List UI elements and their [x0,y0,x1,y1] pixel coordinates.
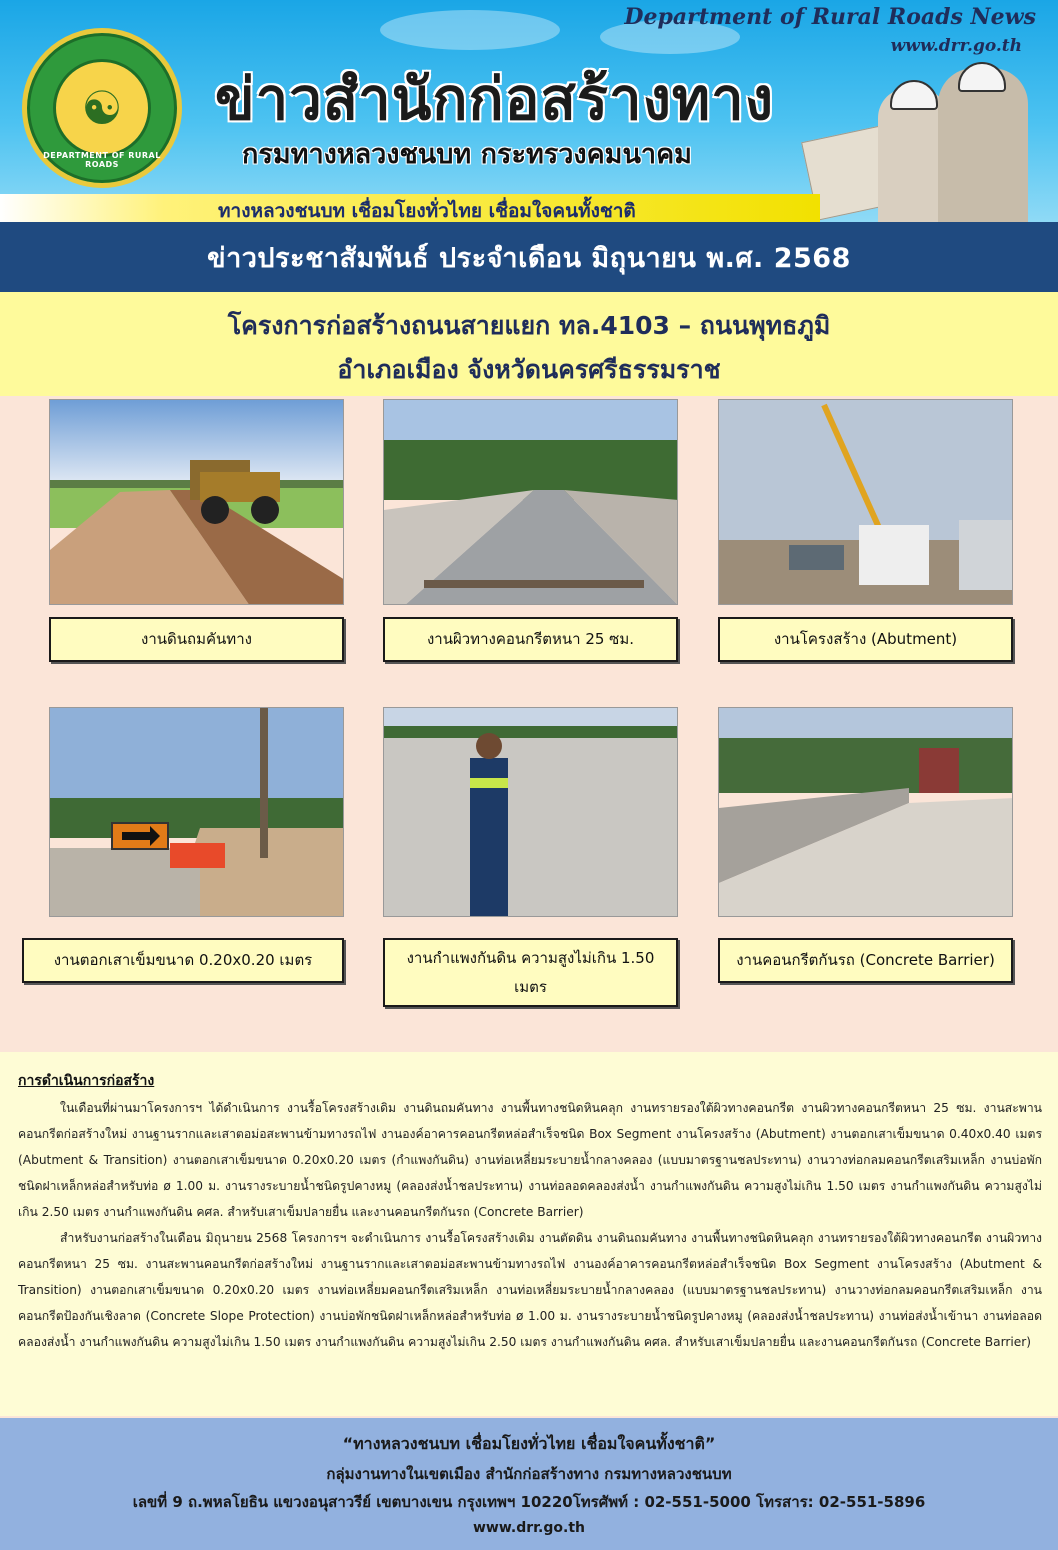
progress-paragraph-1: ในเดือนที่ผ่านมาโครงการฯ ได้ดำเนินการ งานรื้อโครงสร้างเดิม งานดินถมคันทาง งานพื้นทางชนิดหินคลุก งานทรายรองใต้ผิวทางคอนกรีต งานผิวทางคอนกรีตหนา 25 ซม. งานสะพานคอนกรีตก่อสร้างใหม่ งานฐานรากและเสาตอม่อสะพานข้ามทางรถไฟ งานองค์อาคารคอนกรีตหล่อสำเร็จชนิด Box Segment งานโครงสร้าง (Abutment) งานตอกเสาเข็มขนาด 0.40x0.40 เมตร (Abutment & Transition) งานตอกเสาเข็มขนาด 0.20x0.20 เมตร (กำแพงกันดิน) งานท่อเหลี่ยมระบายน้ำกลางคลอง (แบบมาตรฐานชลประทาน) งานวางท่อกลมคอนกรีตเสริมเหล็ก งานบ่อพักชนิดฝาเหล็กหล่อสำหรับท่อ ø 1.00 ม. งานรางระบายน้ำชนิดรูปคางหมู (คลองส่งน้ำชลประทาน) งานท่อลอดคลองส่งน้ำ งานกำแพงกันดิน ความสูงไม่เกิน 1.50 เมตร งานกำแพงกันดิน ความสูงไม่เกิน 2.50 เมตร งานกำแพงกันดิน คศล. สำหรับเสาเข็มปลายยื่น และงานคอนกรีตกันรถ (Concrete Barrier) [18,1101,1042,1219]
logo-inner-emblem [53,59,151,157]
department-news-title: Department of Rural Roads News [624,4,1036,30]
header-slogan: ทางหลวงชนบท เชื่อมโยงทั่วไทย เชื่อมใจคนทั้งชาติ [218,200,636,222]
photo-caption: งานตอกเสาเข็มขนาด 0.20x0.20 เมตร [22,938,344,983]
progress-section [0,1052,1058,1416]
logo-ring-text: DEPARTMENT OF RURAL ROADS [43,151,161,169]
department-logo [22,28,182,188]
newsletter-title: ข่าวสำนักก่อสร้างทาง [215,65,775,133]
photo-caption: งานกำแพงกันดิน ความสูงไม่เกิน 1.50 เมตร [383,938,678,1007]
photo-caption: งานโครงสร้าง (Abutment) [718,617,1013,662]
header-url[interactable]: www.drr.go.th [890,36,1022,56]
progress-paragraph-2: สำหรับงานก่อสร้างในเดือน มิถุนายน 2568 โครงการฯ จะดำเนินการ งานรื้อโครงสร้างเดิม งานตัดดิน งานดินถมคันทาง งานพื้นทางชนิดหินคลุก งานทรายรองใต้ผิวทางคอนกรีต งานผิวทางคอนกรีตหนา 25 ซม. งานสะพานคอนกรีตก่อสร้างใหม่ งานฐานรากและเสาตอม่อสะพานข้ามทางรถไฟ งานองค์อาคารคอนกรีตหล่อสำเร็จชนิด Box Segment งานโครงสร้าง (Abutment & Transition) งานตอกเสาเข็มขนาด 0.20x0.20 เมตร งานท่อเหลี่ยมคอนกรีตเสริมเหล็ก งานท่อเหลี่ยมระบายน้ำกลางคลอง (แบบมาตรฐานชลประทาน) งานวางท่อกลมคอนกรีตเสริมเหล็ก งานคอนกรีตป้องกันเชิงลาด (Concrete Slope Protection) งานบ่อพักชนิดฝาเหล็กหล่อสำหรับท่อ ø 1.00 ม. งานรางระบายน้ำชนิดรูปคางหมู (คลองส่งน้ำชลประทาน) งานท่อส่งน้ำเข้านา งานท่อลอดคลองส่งน้ำ งานกำแพงกันดิน ความสูงไม่เกิน 1.50 เมตร งานกำแพงกันดิน ความสูงไม่เกิน 2.50 เมตร งานกำแพงกันดิน คศล. สำหรับเสาเข็มปลายยื่น และงานคอนกรีตกันรถ (Concrete Barrier) [18,1231,1042,1349]
project-title-line1: โครงการก่อสร้างถนนสายแยก ทล.4103 – ถนนพุทธภูมิ [227,311,831,340]
photo-caption: งานคอนกรีตกันรถ (Concrete Barrier) [718,938,1013,983]
footer-slogan: “ทางหลวงชนบท เชื่อมโยงทั่วไทย เชื่อมใจคนทั้งชาติ” [342,1434,716,1453]
footer-url[interactable]: www.drr.go.th [473,1520,585,1536]
photo-concrete-barrier [718,707,1013,917]
photo-caption: งานผิวทางคอนกรีตหนา 25 ซม. [383,617,678,662]
engineers-illustration [808,58,1058,222]
hardhat-icon [958,62,1006,92]
photo-abutment [718,399,1013,605]
project-title-line2: อำเภอเมือง จังหวัดนครศรีธรรมราช [337,355,721,384]
photo-pile-driving [49,707,344,917]
footer-office: กลุ่มงานทางในเขตเมือง สำนักก่อสร้างทาง กรมทางหลวงชนบท [326,1465,732,1483]
project-title-box [0,292,1058,396]
month-bar-text: ข่าวประชาสัมพันธ์ ประจำเดือน มิถุนายน พ.ศ. 2568 [207,242,851,274]
footer-address: เลขที่ 9 ถ.พหลโยธิน แขวงอนุสาวรีย์ เขตบางเขน กรุงเทพฯ 10220โทรศัพท์ : 02-551-5000 โทรสาร: 02-551-5896 [132,1493,926,1511]
garuda-icon: ☯ [81,81,123,135]
photo-earthwork [49,399,344,605]
month-bar [0,222,1058,292]
photo-caption: งานดินถมคันทาง [49,617,344,662]
footer [0,1418,1058,1550]
photo-retaining-wall [383,707,678,917]
newsletter-subtitle: กรมทางหลวงชนบท กระทรวงคมนาคม [242,139,692,170]
header-banner [0,0,1058,222]
cloud-decoration [380,10,560,50]
photo-concrete-pavement [383,399,678,605]
progress-heading: การดำเนินการก่อสร้าง [18,1073,155,1089]
hardhat-icon [890,80,938,110]
